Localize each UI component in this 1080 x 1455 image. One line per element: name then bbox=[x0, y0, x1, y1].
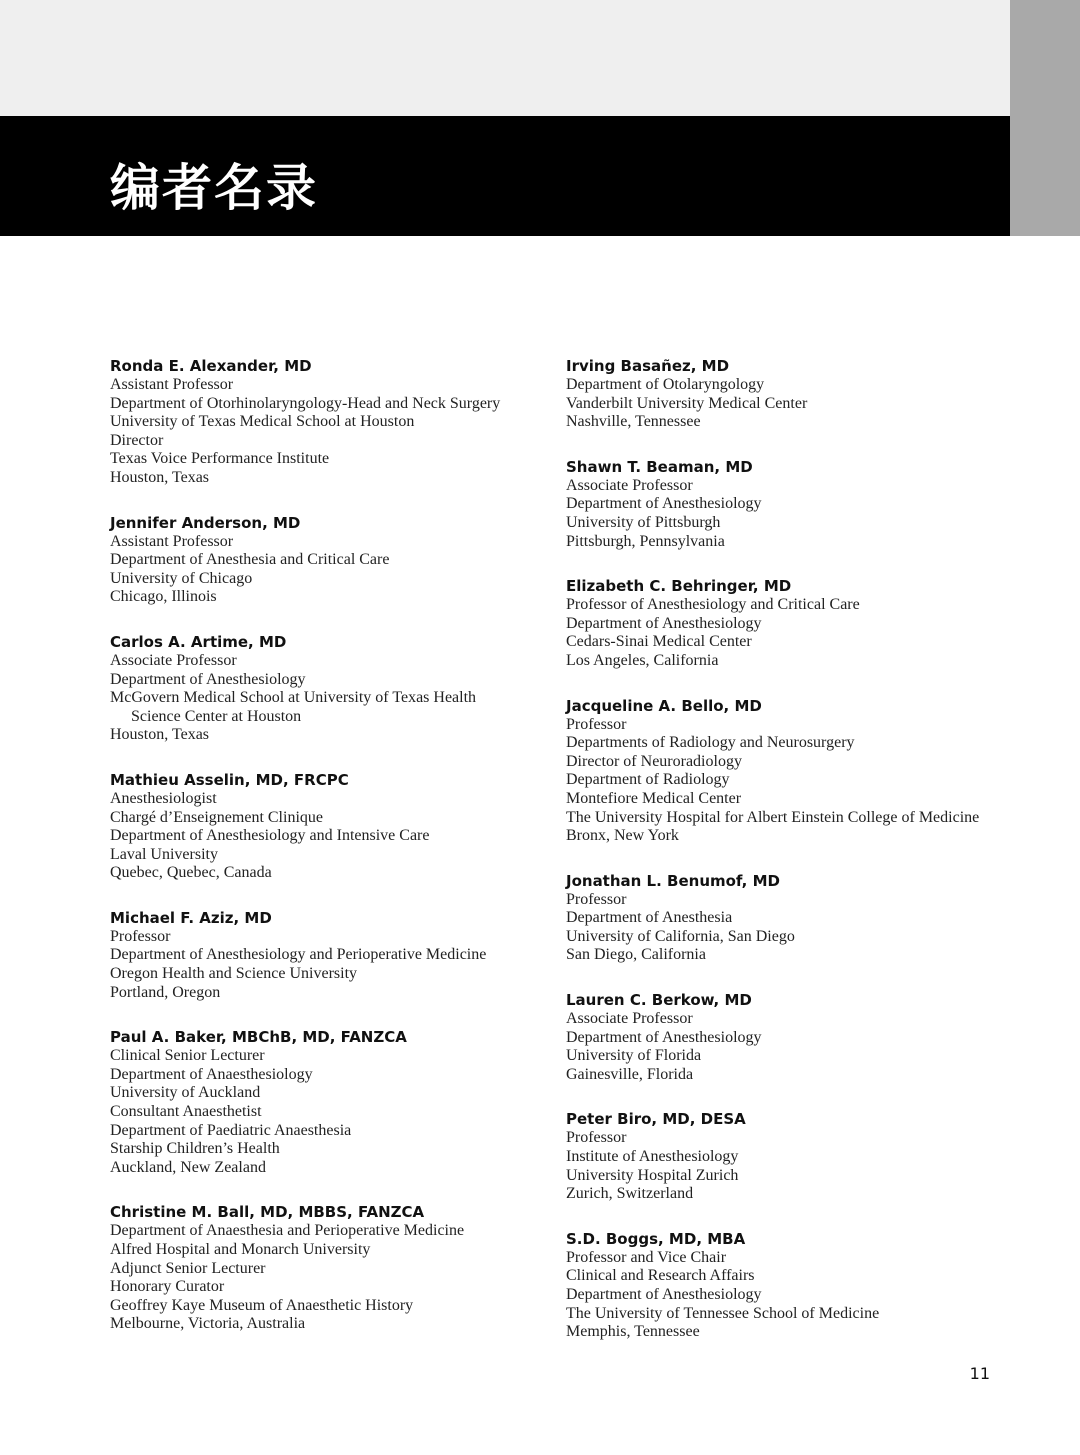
contributor-detail-line: Cedars-Sinai Medical Center bbox=[566, 633, 752, 651]
contributor-name: Carlos A. Artime, MD bbox=[110, 632, 287, 651]
contributor-entry bbox=[110, 1202, 550, 1334]
contributor-detail-line: Nashville, Tennessee bbox=[566, 413, 701, 431]
contributor-detail-line: Department of Anesthesia and Critical Care bbox=[110, 551, 390, 569]
contributor-detail-line: Science Center at Houston bbox=[131, 707, 302, 725]
contributor-detail-line: Department of Otorhinolaryngology-Head and Neck Surgery bbox=[110, 394, 501, 412]
contributor-detail-line: Consultant Anaesthetist bbox=[110, 1103, 262, 1121]
contributor-name: Lauren C. Berkow, MD bbox=[566, 991, 752, 1010]
contributor-detail-line: Department of Anesthesiology bbox=[566, 614, 762, 632]
contributor-name: S.D. Boggs, MD, MBA bbox=[566, 1229, 746, 1248]
contributor-detail-line: Zurich, Switzerland bbox=[566, 1185, 694, 1203]
contributor-detail-line: Texas Voice Performance Institute bbox=[110, 450, 330, 468]
contributor-detail-line: Department of Anesthesiology bbox=[566, 495, 762, 513]
contributor-detail-line: Departments of Radiology and Neurosurgery bbox=[566, 734, 855, 752]
contributor-detail-line: University of Chicago bbox=[110, 569, 253, 587]
contributor-entry bbox=[566, 696, 1006, 846]
contributor-name: Irving Basañez, MD bbox=[566, 357, 730, 375]
contributor-name: Ronda E. Alexander, MD bbox=[110, 357, 312, 375]
contributor-detail-line: Department of Radiology bbox=[566, 771, 730, 789]
contributor-name: Mathieu Asselin, MD, FRCPC bbox=[110, 770, 349, 789]
contributor-entry bbox=[566, 990, 1006, 1084]
contributor-detail-line: University of Pittsburgh bbox=[566, 513, 721, 531]
contributor-detail-line: University of Auckland bbox=[110, 1084, 261, 1102]
contributor-detail-line: Montefiore Medical Center bbox=[566, 789, 742, 807]
contributor-detail-line: Chicago, Illinois bbox=[110, 588, 217, 606]
contributor-detail-line: Houston, Texas bbox=[110, 726, 210, 744]
contributors-left-column bbox=[110, 356, 550, 1334]
top-band bbox=[0, 0, 1010, 116]
contributor-detail-line: Professor bbox=[566, 1129, 627, 1147]
contributor-name: Michael F. Aziz, MD bbox=[110, 908, 272, 927]
contributor-detail-line: The University of Tennessee School of Medicine bbox=[566, 1304, 880, 1322]
contributor-detail-line: Alfred Hospital and Monarch University bbox=[110, 1241, 371, 1258]
contributor-detail-line: Laval University bbox=[110, 845, 218, 863]
contributor-detail-line: The University Hospital for Albert Einstein College of Medicine bbox=[566, 808, 980, 826]
contributor-detail-line: Professor of Anesthesiology and Critical Care bbox=[566, 596, 860, 614]
contributor-detail-line: Department of Anesthesiology and Intensive Care bbox=[110, 827, 430, 845]
contributor-detail-line: Portland, Oregon bbox=[110, 983, 221, 1001]
contributor-entry bbox=[566, 457, 1006, 551]
contributor-detail-line: Quebec, Quebec, Canada bbox=[110, 864, 272, 882]
contributor-name: Christine M. Ball, MD, MBBS, FANZCA bbox=[110, 1203, 425, 1222]
contributor-detail-line: Bronx, New York bbox=[566, 827, 679, 845]
contributor-detail-line: Department of Anesthesiology bbox=[566, 1286, 762, 1303]
contributor-entry bbox=[110, 908, 550, 1002]
contributor-name: Jonathan L. Benumof, MD bbox=[566, 871, 780, 890]
contributor-entry bbox=[110, 513, 550, 607]
contributor-detail-line: Professor and Vice Chair bbox=[566, 1248, 727, 1266]
contributor-detail-line: Director bbox=[110, 431, 164, 449]
contributor-detail-line: Department of Anesthesiology bbox=[566, 1028, 762, 1046]
contributor-detail-line: Department of Anesthesia bbox=[566, 909, 733, 927]
chapter-tab bbox=[1010, 0, 1080, 236]
contributor-detail-line: Department of Paediatric Anaesthesia bbox=[110, 1121, 352, 1139]
contributor-entry bbox=[110, 632, 550, 745]
contributor-name: Jacqueline A. Bello, MD bbox=[566, 696, 762, 715]
contributor-detail-line: Department of Anaesthesia and Perioperative Medicine bbox=[110, 1222, 465, 1240]
contributor-name: Jennifer Anderson, MD bbox=[110, 513, 301, 532]
contributor-entry bbox=[110, 770, 550, 883]
contributor-detail-line: Associate Professor bbox=[110, 651, 237, 669]
contributor-entry bbox=[566, 1229, 1006, 1342]
contributor-detail-line: Adjunct Senior Lecturer bbox=[110, 1259, 266, 1277]
contributor-detail-line: Department of Otolaryngology bbox=[566, 376, 765, 393]
contributor-detail-line: Memphis, Tennessee bbox=[566, 1323, 700, 1341]
contributor-detail-line: Gainesville, Florida bbox=[566, 1065, 694, 1083]
contributor-name: Elizabeth C. Behringer, MD bbox=[566, 577, 792, 596]
contributor-detail-line: University of Florida bbox=[566, 1047, 702, 1065]
contributor-detail-line: Department of Anaesthesiology bbox=[110, 1065, 313, 1083]
contributor-detail-line: Assistant Professor bbox=[110, 376, 234, 393]
contributor-detail-line: University of California, San Diego bbox=[566, 927, 795, 945]
contributor-detail-line: Anesthesiologist bbox=[110, 789, 217, 807]
contributor-detail-line: Department of Anesthesiology bbox=[110, 670, 306, 688]
contributor-detail-line: Professor bbox=[110, 927, 171, 945]
contributor-detail-line: Starship Children’s Health bbox=[110, 1140, 280, 1158]
contributor-detail-line: Vanderbilt University Medical Center bbox=[566, 394, 808, 412]
contributor-detail-line: Professor bbox=[566, 715, 627, 733]
contributor-detail-line: Melbourne, Victoria, Australia bbox=[110, 1315, 306, 1333]
contributor-entry bbox=[566, 576, 1006, 670]
contributor-detail-line: Professor bbox=[566, 890, 627, 908]
contributor-detail-line: McGovern Medical School at University of Texas Health bbox=[110, 689, 477, 707]
contributor-detail-line: San Diego, California bbox=[566, 946, 706, 964]
contributor-entry bbox=[566, 871, 1006, 965]
contributor-name: Paul A. Baker, MBChB, MD, FANZCA bbox=[110, 1028, 407, 1047]
contributor-detail-line: Geoffrey Kaye Museum of Anaesthetic History bbox=[110, 1296, 414, 1314]
page-number: 11 bbox=[969, 1364, 990, 1383]
contributor-detail-line: Clinical and Research Affairs bbox=[566, 1267, 755, 1285]
page-title: 编者名录 bbox=[110, 159, 318, 217]
contributor-detail-line: Los Angeles, California bbox=[566, 651, 719, 669]
contributor-detail-line: University Hospital Zurich bbox=[566, 1166, 739, 1184]
contributor-detail-line: Clinical Senior Lecturer bbox=[110, 1047, 265, 1065]
contributor-detail-line: Pittsburgh, Pennsylvania bbox=[566, 532, 725, 550]
contributor-detail-line: Department of Anesthesiology and Perioperative Medicine bbox=[110, 946, 487, 964]
contributor-name: Peter Biro, MD, DESA bbox=[566, 1110, 746, 1129]
contributor-detail-line: Auckland, New Zealand bbox=[110, 1158, 266, 1176]
contributor-entry bbox=[110, 356, 550, 488]
contributor-detail-line: Chargé d’Enseignement Clinique bbox=[110, 808, 323, 826]
contributors-right-column bbox=[566, 356, 1006, 1342]
contributor-entry bbox=[566, 356, 1006, 432]
contributor-entry bbox=[110, 1027, 550, 1177]
contributor-detail-line: Assistant Professor bbox=[110, 532, 234, 550]
contributor-detail-line: Associate Professor bbox=[566, 1010, 693, 1028]
contributor-detail-line: Associate Professor bbox=[566, 476, 693, 494]
contributor-detail-line: Oregon Health and Science University bbox=[110, 965, 358, 983]
contributor-detail-line: Houston, Texas bbox=[110, 468, 210, 486]
contributor-name: Shawn T. Beaman, MD bbox=[566, 457, 753, 476]
contributor-detail-line: Institute of Anesthesiology bbox=[566, 1148, 739, 1166]
contributor-detail-line: University of Texas Medical School at Houston bbox=[110, 413, 415, 431]
contributor-detail-line: Honorary Curator bbox=[110, 1278, 225, 1296]
contributor-entry bbox=[566, 1109, 1006, 1203]
contributor-detail-line: Director of Neuroradiology bbox=[566, 752, 742, 770]
